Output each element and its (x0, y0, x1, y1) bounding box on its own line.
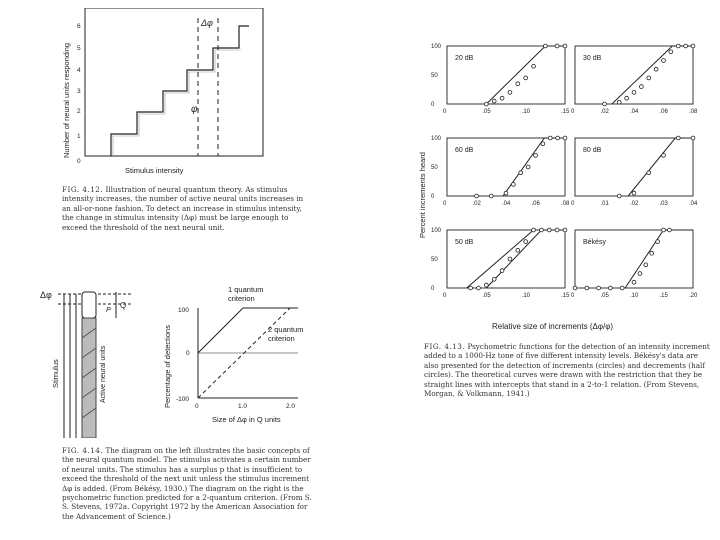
fig413-ytick: 0 (431, 102, 435, 108)
fig413-caption (424, 342, 714, 398)
fig413-xtick: 0 (443, 109, 447, 115)
fig413-xtick: .15 (659, 293, 668, 299)
fig413-data-point (647, 76, 651, 80)
fig413-data-point (555, 228, 559, 232)
fig413-data-point (489, 194, 493, 198)
fig413-xtick: .08 (689, 109, 698, 115)
fig412-ylabel: Number of neural units responding (62, 42, 71, 158)
fig413-data-point (603, 102, 607, 106)
fig414-xtick: 2.0 (286, 403, 296, 410)
fig413-panel-label: 30 dB (583, 55, 602, 62)
fig414-xlabel: Size of Δφ in Q units (212, 415, 281, 424)
fig412-ytick: 4 (77, 67, 81, 74)
fig413-data-point (543, 44, 547, 48)
fig412-ytick: 5 (77, 45, 81, 52)
fig413-xtick: .10 (521, 109, 531, 115)
fig413-data-point (620, 286, 624, 290)
fig413-panel-label: Békésy (583, 239, 606, 246)
fig413-data-point (556, 136, 560, 140)
fig413-xtick: .20 (689, 293, 698, 299)
fig413-data-point (625, 96, 629, 100)
fig413-xtick: .06 (659, 109, 668, 115)
fig414-xtick: 0 (195, 403, 199, 410)
fig413-fit-line (612, 46, 693, 104)
fig413-xlabel: Relative size of increments (Δφ/φ) (492, 322, 614, 331)
fig413-data-point (548, 136, 552, 140)
fig413-data-point (691, 44, 695, 48)
fig413-xtick: .05 (482, 293, 491, 299)
fig413-xtick: .03 (659, 201, 668, 207)
fig413-fit-line (486, 46, 565, 104)
fig413-xtick: 0 (443, 293, 447, 299)
fig413-data-point (500, 269, 504, 273)
fig414-caption-text: The diagram on the left illustrates the basic concepts of the neural quantum model. The stimulus activates a certain number of neural units. The stimulus has a surplus p that is insufficient to exceed the threshold of the next unit unless the stimulus increment Δφ is added. (From Békésy, 1930.) The diagram on the right is the psychometric function predicted for a 2-quantum criterion. (From S. S. Stevens, 1972a. Copyright 1972 by the American Association for the Advancement of Science.) (62, 446, 312, 521)
fig413-xtick: .10 (521, 293, 531, 299)
fig413-data-point (555, 44, 559, 48)
fig413-data-point (511, 183, 515, 187)
fig414-ytick: 0 (186, 350, 190, 357)
fig413-panel-label: 50 dB (455, 239, 474, 246)
fig413-ytick: 50 (431, 73, 438, 79)
fig414-caption-label: FIG. 4.14. (62, 446, 104, 455)
fig413-data-point (484, 102, 488, 106)
fig412-ytick: 2 (77, 108, 81, 115)
fig413-data-point (691, 136, 695, 140)
fig413-fit-line2 (467, 230, 534, 288)
fig413-xtick: .04 (689, 201, 698, 207)
fig413-ytick: 0 (431, 194, 435, 200)
fig413-xtick: .04 (630, 109, 639, 115)
fig413-data-point (508, 91, 512, 95)
fig413-data-point (676, 44, 680, 48)
fig413-data-point (617, 194, 621, 198)
fig412-ytick: 0 (77, 158, 81, 165)
fig413-fit-line (625, 230, 693, 288)
fig413-xtick: .06 (531, 201, 540, 207)
fig412-xlabel: Stimulus intensity (125, 166, 184, 175)
fig414-stimulus-label: Stimulus (51, 359, 60, 388)
fig413-ytick: 100 (431, 136, 442, 142)
fig413-xtick: .08 (561, 201, 570, 207)
fig413-data-point (654, 67, 658, 71)
fig414-xtick: 1.0 (238, 403, 248, 410)
fig414-caption (62, 446, 312, 521)
fig414-units-label: Active neural units (100, 345, 107, 403)
fig413-xtick: .02 (600, 109, 609, 115)
fig413-xtick: 0 (571, 109, 575, 115)
fig413-data-point (492, 99, 496, 103)
fig413-data-point (547, 228, 551, 232)
fig413-xtick: 0 (571, 293, 575, 299)
fig413-data-point (676, 136, 680, 140)
fig413-xtick: .01 (600, 201, 609, 207)
fig413-data-point (684, 44, 688, 48)
fig413-data-point (609, 286, 613, 290)
fig413-xtick: .05 (600, 293, 609, 299)
fig413-data-point (632, 91, 636, 95)
fig414-unit-top (82, 292, 96, 318)
fig413-data-point (632, 191, 636, 195)
fig414-ytick: -100 (176, 396, 190, 403)
fig413-fit-line (503, 138, 565, 196)
fig413-data-point (477, 286, 481, 290)
fig412-caption (62, 185, 312, 232)
fig413-data-point (644, 263, 648, 267)
fig413-data-point (524, 76, 528, 80)
fig413-data-point (526, 165, 530, 169)
fig412-caption-text: Illustration of neural quantum theory. As stimulus intensity increases, the number of active neural units increases in an all-or-none fashion. To detect an increase in stimulus intensity, the change in stimulus intensity (Δφ) must be large enough to exceed the threshold of the next neural unit. (62, 185, 304, 232)
fig413-data-point (541, 142, 545, 146)
fig413-data-point (632, 280, 636, 284)
fig413-data-point (639, 85, 643, 89)
fig413-xtick: .04 (502, 201, 511, 207)
fig414-line1-label-b: criterion (228, 294, 255, 303)
fig413-data-point (516, 82, 520, 86)
fig413-data-point (469, 286, 473, 290)
fig414-left-q: Q (120, 301, 127, 310)
fig412-chart (55, 8, 275, 184)
fig413-ytick: 50 (431, 257, 438, 263)
fig413-caption-label: FIG. 4.13. (424, 342, 466, 351)
fig413-ytick: 100 (431, 228, 442, 234)
fig413-data-point (519, 171, 523, 175)
fig414-left-delta: Δφ (40, 290, 52, 300)
fig413-data-point (492, 277, 496, 281)
fig414-line2-label-b: criterion (268, 334, 295, 343)
fig413-ytick: 100 (431, 44, 442, 50)
fig413-data-point (475, 194, 479, 198)
fig412-staircase-shadow (113, 50, 241, 156)
fig412-ytick: 6 (77, 23, 81, 30)
fig412-delta-label: Δφ (201, 18, 213, 28)
fig413-data-point (669, 50, 673, 54)
fig413-data-point (504, 191, 508, 195)
fig414-ylabel: Percentage of detections (163, 325, 172, 408)
fig413-data-point (650, 251, 654, 255)
fig413-caption-text: Psychometric functions for the detection of an intensity increment added to a 1000-Hz tone of five different intensity levels. Békésy's data are also presented for the detection of increments (circles) and decrements (half circles). The theoretical curves were drawn with the restriction that they be straight lines with intercepts that stand in a 2-to-1 relation. (From Stevens, Morgan, & Volkmann, 1941.) (424, 342, 710, 399)
fig413-panel-label: 80 dB (583, 147, 602, 154)
fig414-line1-label-a: 1 quantum (228, 285, 264, 294)
fig413-data-point (563, 44, 567, 48)
fig412-yticks (77, 23, 81, 165)
fig413-data-point (500, 96, 504, 100)
fig413-data-point (563, 136, 567, 140)
fig413-data-point (508, 257, 512, 261)
fig413-data-point (662, 154, 666, 158)
fig413-xtick: 0 (571, 201, 575, 207)
fig414-line2-label-a: 2 quantum (268, 325, 304, 334)
fig413-data-point (597, 286, 601, 290)
fig412-caption-label: FIG. 4.12. (62, 185, 104, 194)
fig413-xtick: .02 (472, 201, 481, 207)
fig413-xtick: .02 (630, 201, 639, 207)
fig413-data-point (516, 248, 520, 252)
fig413-data-point (656, 240, 660, 244)
fig413-ytick: 50 (431, 165, 438, 171)
fig413-fit-line (628, 138, 693, 196)
fig413-xtick: .10 (630, 293, 639, 299)
fig413-data-point (668, 228, 672, 232)
fig413-xtick: .15 (561, 293, 570, 299)
fig413-panel-label: 20 dB (455, 55, 474, 62)
fig413-data-point (585, 286, 589, 290)
fig413-data-point (647, 171, 651, 175)
fig413-data-point (534, 154, 538, 158)
fig414-diagram (40, 278, 310, 438)
fig413-data-point (524, 240, 528, 244)
fig412-staircase (111, 26, 249, 156)
fig413-data-point (638, 272, 642, 276)
fig413-data-point (617, 100, 621, 104)
fig413-fit-line (486, 230, 565, 288)
fig413-xtick: 0 (443, 201, 447, 207)
fig413-ytick: 0 (431, 286, 435, 292)
fig413-data-point (563, 228, 567, 232)
fig413-data-point (573, 286, 577, 290)
fig413-data-point (532, 64, 536, 68)
fig413-chart (412, 38, 712, 333)
fig412-ytick: 1 (77, 133, 81, 140)
fig413-panel-label: 60 dB (455, 147, 474, 154)
fig413-xtick: .15 (561, 109, 570, 115)
fig413-data-point (540, 228, 544, 232)
fig412-ytick: 3 (77, 88, 81, 95)
fig413-data-point (662, 59, 666, 63)
fig413-data-point (532, 228, 536, 232)
fig414-ytick: 100 (178, 307, 189, 314)
fig412-phi-label: φ (191, 104, 198, 115)
fig413-data-point (662, 228, 666, 232)
fig414-left-p: P (106, 307, 111, 314)
fig413-ylabel: Percent increments heard (418, 152, 427, 238)
fig413-xtick: .05 (482, 109, 491, 115)
fig413-data-point (484, 283, 488, 287)
